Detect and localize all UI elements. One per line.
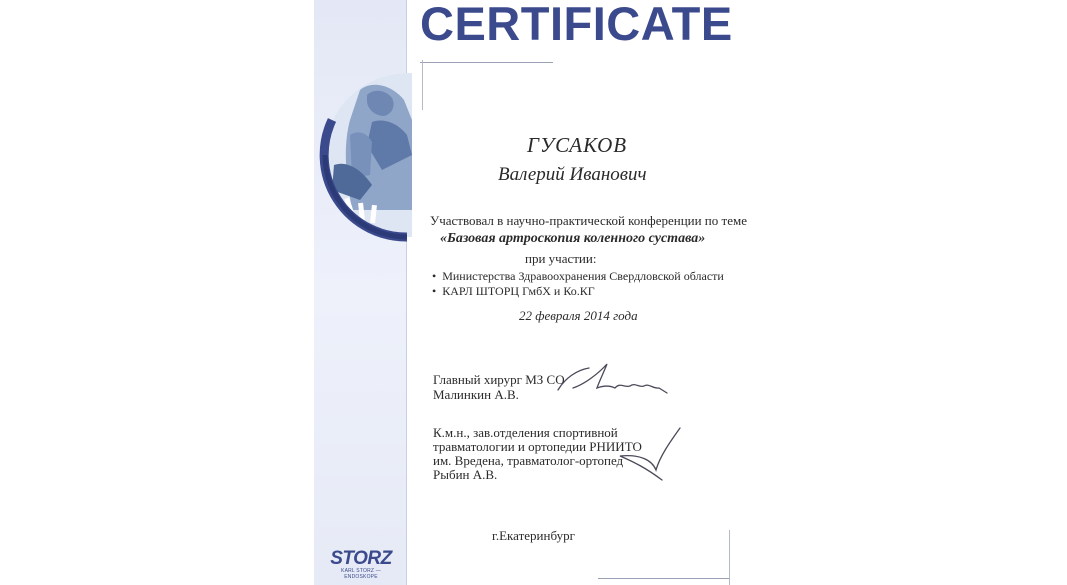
signatory2-title-line3: им. Вредена, травматолог-ортопед [433, 453, 624, 468]
recipient-surname: ГУСАКОВ [527, 133, 628, 157]
storz-logo [330, 550, 392, 580]
signatory2-title-line1: К.м.н., зав.отделения спортивной [433, 425, 618, 440]
logo-brand: STORZ [330, 548, 392, 569]
logo-subtitle: KARL STORZ — ENDOSKOPE [341, 568, 381, 580]
surgeon-emblem-icon [312, 60, 412, 260]
bottom-corner-line [729, 530, 730, 585]
certificate-title: CERTIFICATE [420, 0, 733, 50]
participant-item [432, 284, 595, 299]
participation-text: Участвовал в научно-практической конференции по теме [430, 213, 747, 228]
signatory2-name: Рыбин А.В. [433, 467, 498, 482]
bullet-icon: • [432, 269, 437, 283]
signature-icon [555, 358, 670, 400]
city: г.Екатеринбург [492, 528, 575, 543]
signatory1-name: Малинкин А.В. [433, 387, 519, 402]
participant-item [432, 269, 724, 284]
certificate-date: 22 февраля 2014 года [519, 308, 638, 323]
with-participation-label: при участии: [525, 251, 597, 266]
signatory2-title-line2: травматологии и ортопедии РНИИТО [433, 439, 642, 454]
signatory1-title: Главный хирург МЗ СО [433, 372, 565, 387]
title-corner-line [422, 60, 423, 110]
title-underline [420, 62, 553, 63]
bullet-icon: • [432, 284, 437, 298]
bottom-rule [598, 578, 730, 579]
participant-label: Министерства Здравоохранения Свердловской области [442, 269, 724, 283]
signature-icon [612, 424, 687, 484]
conference-topic: «Базовая артроскопия коленного сустава» [440, 231, 706, 246]
participant-label: КАРЛ ШТОРЦ ГмбХ и Ко.КГ [442, 284, 595, 298]
recipient-given-name: Валерий Иванович [498, 164, 647, 185]
